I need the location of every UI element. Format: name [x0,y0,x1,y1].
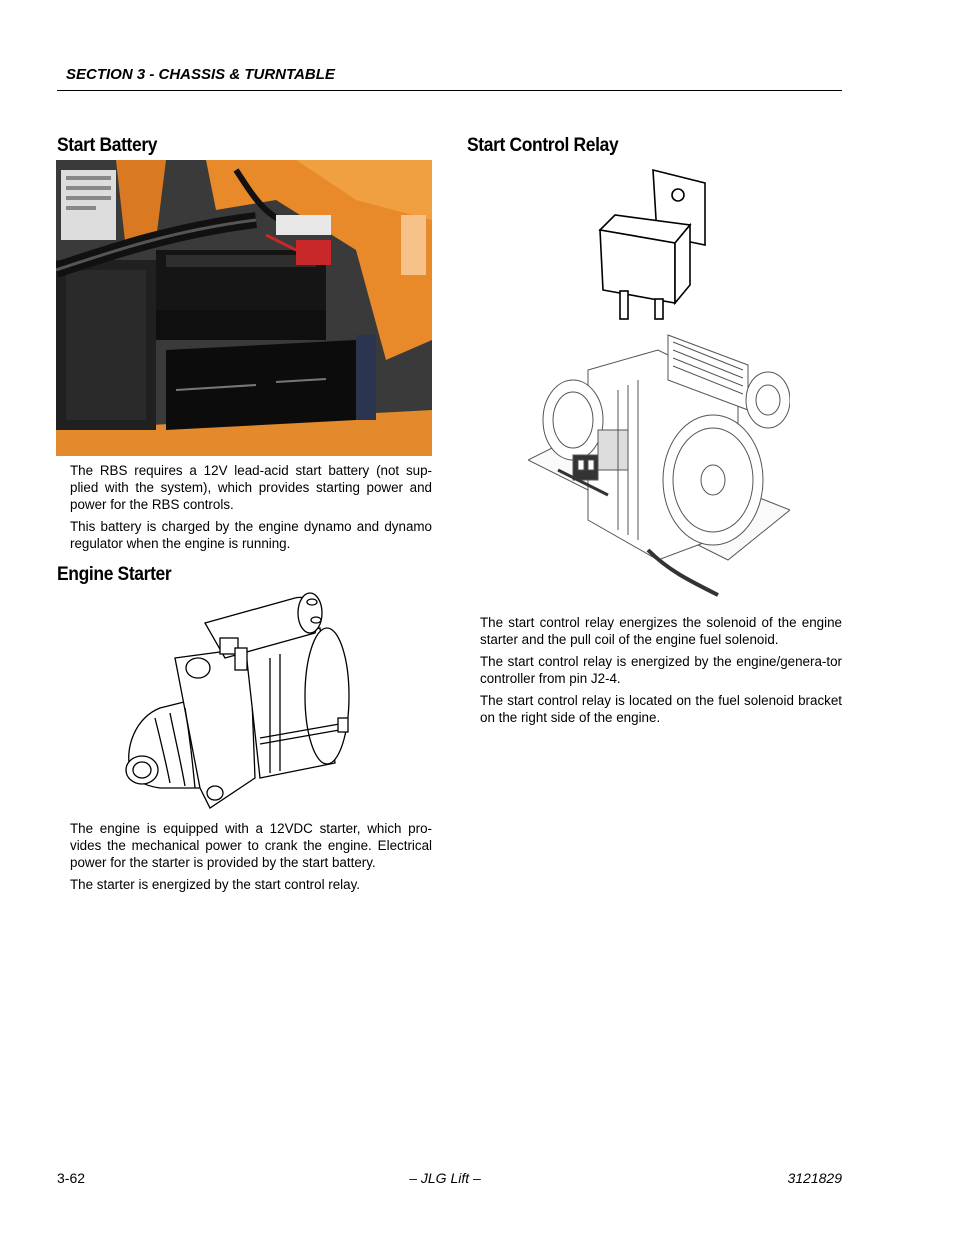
relay-paragraph-3: The start control relay is located on the fuel solenoid bracket on the right side of the engine. [480,693,842,726]
battery-photo-icon [56,160,432,456]
starter-motor-drawing-icon [120,588,360,810]
heading-start-battery: Start Battery [57,135,158,156]
section-header: SECTION 3 - CHASSIS & TURNTABLE [57,66,842,91]
footer-center: – JLG Lift – [409,1170,481,1186]
start-battery-paragraph-2: This battery is charged by the engine dynamo and dynamo regulator when the engine is running. [70,519,432,552]
start-battery-paragraph-1: The RBS requires a 12V lead-acid start battery (not sup-plied with the system), which provides starting power and power for the RBS controls. [70,463,432,513]
engine-starter-paragraph-1: The engine is equipped with a 12VDC starter, which pro-vides the mechanical power to crank the engine. Electrical power for the starter is provided by the start battery. [70,821,432,871]
relay-paragraph-2: The start control relay is energized by the engine/genera-tor controller from pin J2-4. [480,654,842,687]
relay-drawing-icon [595,165,710,325]
page-number: 3-62 [57,1170,86,1186]
relay-paragraph-1: The start control relay energizes the solenoid of the engine starter and the pull coil of the engine fuel solenoid. [480,615,842,648]
heading-engine-starter: Engine Starter [57,564,172,585]
engine-starter-paragraph-2: The starter is energized by the start control relay. [70,877,361,892]
heading-start-control-relay: Start Control Relay [467,135,619,156]
engine-assembly-drawing-icon [528,330,790,608]
document-number: 3121829 [787,1170,842,1186]
